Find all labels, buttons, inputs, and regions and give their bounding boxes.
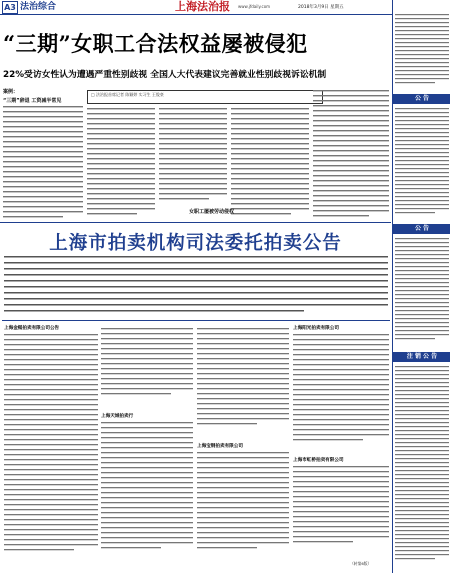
website-url: www.jfdaily.com: [238, 4, 271, 9]
article-column-1: [3, 104, 83, 220]
page-number: A3: [2, 1, 18, 14]
auction-column-4: [293, 325, 389, 560]
text-lines: [395, 236, 449, 348]
text-lines: [313, 88, 389, 220]
text-lines: [197, 449, 289, 559]
divider: [2, 320, 390, 321]
article-column-2: [87, 106, 155, 220]
text-lines: [4, 331, 98, 556]
newspaper-logo: 上海法治报: [175, 0, 230, 13]
article-column-5: [313, 88, 389, 220]
text-lines: [395, 364, 449, 569]
text-lines: [3, 104, 83, 220]
lead-label: 案例：: [3, 89, 19, 95]
text-lines: [293, 331, 389, 451]
notice-text: [395, 236, 449, 348]
text-lines: [395, 106, 449, 221]
notice-text: [395, 364, 449, 569]
auction-title: 上海市虹桥拍卖有限公司: [293, 458, 344, 463]
article-column-4: [231, 106, 309, 220]
divider: [0, 222, 391, 223]
text-lines: [197, 325, 289, 435]
right-column-text: [395, 12, 449, 90]
page-header: [0, 0, 450, 15]
auction-column-2: [101, 325, 193, 560]
text-lines: [101, 325, 193, 405]
right-notice-column: [392, 0, 450, 573]
text-lines: [87, 106, 155, 220]
text-lines: [101, 419, 193, 559]
issue-date: 2018年3月9日 星期五: [298, 5, 344, 10]
auction-title: 上海宝钢拍卖有限公司: [197, 444, 243, 449]
section-name: 法治综合: [20, 2, 57, 12]
sub-headline: 22%受访女性认为遭遇严重性别歧视 全国人大代表建议完善就业性别歧视诉讼机制: [3, 70, 327, 80]
byline-box: [87, 90, 323, 104]
auction-title: 上海金槌拍卖有限公司公告: [4, 326, 60, 331]
auction-intro: [4, 254, 388, 320]
auction-title: 上海阳光拍卖有限公司: [293, 326, 339, 331]
text-lines: [293, 463, 389, 553]
byline-text: □ 法治报首席记者 陈颖婷 实习生 王俊豪: [91, 92, 164, 97]
auction-banner-title: 上海市拍卖机构司法委托拍卖公告: [49, 233, 342, 254]
notice-text: [395, 106, 449, 221]
text-lines: [395, 12, 449, 90]
notice-heading: 公 告: [393, 224, 450, 234]
article-column-3: [159, 106, 227, 206]
auction-column-3: [197, 325, 289, 560]
notice-heading: 注 销 公 告: [393, 352, 450, 362]
inner-subheading: 女职工屡被劳动侵权: [189, 209, 235, 215]
auction-column-1: [4, 325, 98, 560]
lead-subtitle: “三期”辞退 工资减半常见: [3, 98, 62, 104]
continued-note: （转第6版）: [350, 561, 372, 566]
main-headline: “三期”女职工合法权益屡被侵犯: [3, 31, 308, 56]
text-lines: [4, 254, 388, 316]
text-lines: [231, 106, 309, 220]
notice-heading: 公 告: [393, 94, 450, 104]
text-lines: [159, 106, 227, 206]
auction-title: 上海天城拍卖行: [101, 414, 134, 419]
